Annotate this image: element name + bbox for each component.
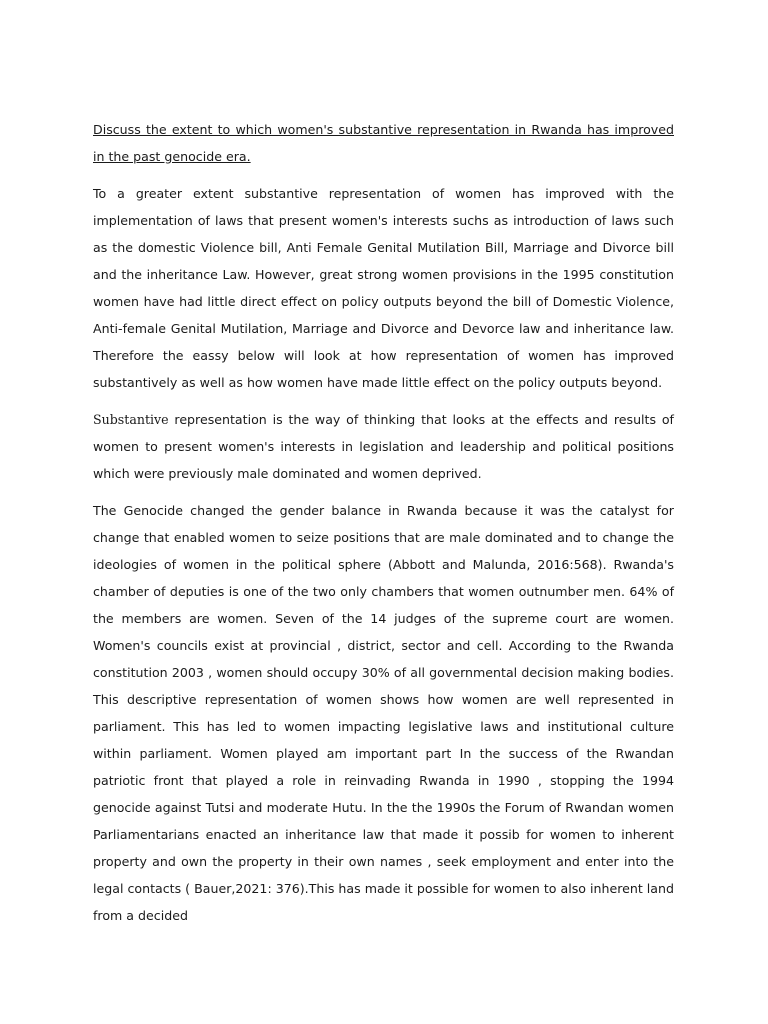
paragraph-definition xyxy=(93,406,674,487)
essay-question: Discuss the extent to which women's substantive representation in Rwanda has improved in the past genocide era. xyxy=(93,122,674,164)
paragraph-genocide-text: The Genocide changed the gender balance in Rwanda because it was the catalyst for change that enabled women to seize positions that are male dominated and to change the ideologies of women in the political sphere (Abbott and Malunda, 2016:568). Rwanda's chamber of deputies is one of the two only chambers that women outnumber men. 64% of the members are women. Seven of the 14 judges of the supreme court are women. Women's councils exist at provincial , district, sector and cell. According to the Rwanda constitution 2003 , women should occupy 30% of all governmental decision making bodies. This descriptive representation of women shows how women are well represented in parliament. This has led to women impacting legislative laws and institutional culture within parliament. Women played am important part In the success of the Rwandan patriotic front that played a role in reinvading Rwanda in 1990 , stopping the 1994 genocide against Tutsi and moderate Hutu. In the the 1990s the Forum of Rwandan women Parliamentarians enacted an inheritance law that made it possib for women to inherent property and own the property in their own names , seek employment and enter into the legal contacts ( Bauer,2021: 376).This has made it possible for women to also inherent land from a decided xyxy=(93,503,674,923)
document-body xyxy=(93,116,674,939)
paragraph-intro xyxy=(93,180,674,396)
paragraph-genocide xyxy=(93,497,674,929)
paragraph-definition-text: representation is the way of thinking that looks at the effects and results of women to present women's interests in legislation and leadership and political positions which were previously male dominated and women deprived. xyxy=(93,412,674,481)
paragraph-definition-lead: Substantive xyxy=(93,412,169,427)
paragraph-intro-text: To a greater extent substantive representation of women has improved with the implementation of laws that present women's interests suchs as introduction of laws such as the domestic Violence bill, Anti Female Genital Mutilation Bill, Marriage and Divorce bill and the inheritance Law. However, great strong women provisions in the 1995 constitution women have had little direct effect on policy outputs beyond the bill of Domestic Violence, Anti-female Genital Mutilation, Marriage and Divorce and Devorce law and inheritance law. Therefore the eassy below will look at how representation of women has improved substantively as well as how women have made little effect on the policy outputs beyond. xyxy=(93,186,674,390)
